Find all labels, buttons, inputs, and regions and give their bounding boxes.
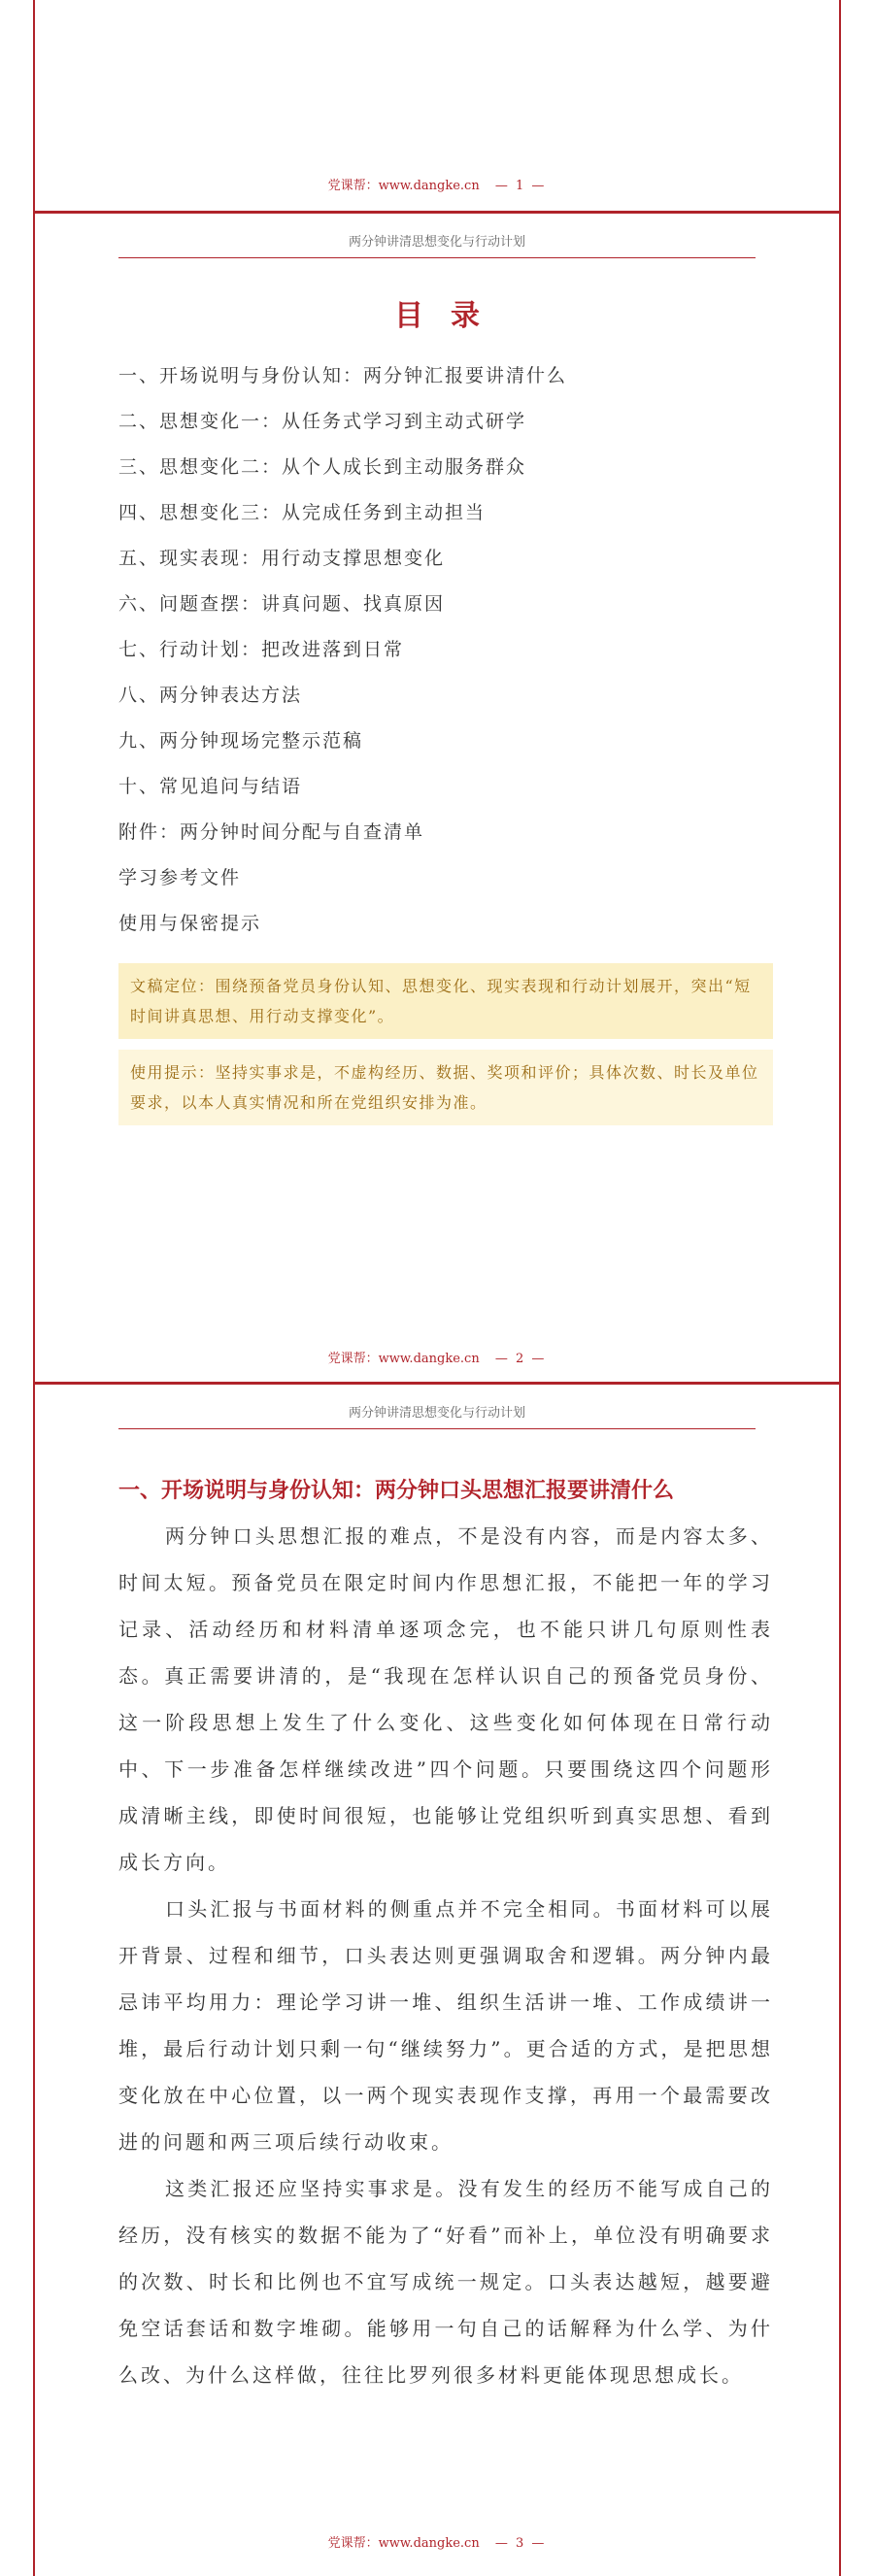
running-head-rule — [118, 1428, 756, 1429]
footer-page-number: — 2 — — [494, 1352, 547, 1366]
footer-site: 党课帮：www.dangke.cn — [327, 1352, 480, 1366]
toc-item[interactable]: 附件：两分钟时间分配与自查清单 — [118, 821, 425, 843]
running-head: 两分钟讲清思想变化与行动计划 — [348, 235, 525, 250]
toc-item[interactable]: 二、思想变化一：从任务式学习到主动式研学 — [118, 411, 527, 432]
footer-site: 党课帮：www.dangke.cn — [327, 2536, 480, 2551]
toc-list — [118, 353, 759, 947]
toc-item[interactable]: 六、问题查摆：讲真问题、找真原因 — [118, 593, 446, 615]
toc-item[interactable]: 学习参考文件 — [118, 867, 242, 888]
paragraph: 这类汇报还应坚持实事求是。没有发生的经历不能写成自己的经历，没有核实的数据不能为了“好看”而补上，单位没有明确要求的次数、时长和比例也不宜写成统一规定。口头表达越短，越要避免空话套话和数字堆砌。能够用一句自己的话解释为什么学、为什么改、为什么这样做，往往比罗列很多材料更能体现思想成长。 — [118, 2177, 773, 2387]
toc-item[interactable]: 三、思想变化二：从个人成长到主动服务群众 — [118, 456, 527, 478]
toc-item[interactable]: 五、现实表现：用行动支撑思想变化 — [118, 548, 446, 569]
toc-title: 目录 — [394, 299, 507, 333]
footer-page-number: — 1 — — [494, 179, 547, 193]
page-2 — [33, 214, 841, 1390]
page-footer — [35, 1348, 839, 1366]
toc-item[interactable]: 一、开场说明与身份认知：两分钟汇报要讲清什么 — [118, 365, 568, 386]
page-3 — [33, 1385, 841, 2576]
section-title: 一、开场说明与身份认知：两分钟口头思想汇报要讲清什么 — [118, 1479, 675, 1503]
footer-site: 党课帮：www.dangke.cn — [327, 179, 480, 193]
running-head-rule — [118, 257, 756, 258]
toc-item[interactable]: 四、思想变化三：从完成任务到主动担当 — [118, 502, 487, 523]
toc-item[interactable]: 使用与保密提示 — [118, 913, 262, 934]
paragraph: 两分钟口头思想汇报的难点，不是没有内容，而是内容太多、时间太短。预备党员在限定时间内作思想汇报，不能把一年的学习记录、活动经历和材料清单逐项念完，也不能只讲几句原则性表态。真正需要讲清的，是“我现在怎样认识自己的预备党员身份、这一阶段思想上发生了什么变化、这些变化如何体现在日常行动中、下一步准备怎样继续改进”四个问题。只要围绕这四个问题形成清晰主线，即使时间很短，也能够让党组织听到真实思想、看到成长方向。 — [118, 1524, 773, 1874]
positioning-note: 文稿定位：围绕预备党员身份认知、思想变化、现实表现和行动计划展开，突出“短时间讲真思想、用行动支撑变化”。 — [118, 963, 773, 1039]
running-head: 两分钟讲清思想变化与行动计划 — [348, 1406, 525, 1421]
paragraph: 口头汇报与书面材料的侧重点并不完全相同。书面材料可以展开背景、过程和细节，口头表达则更强调取舍和逻辑。两分钟内最忌讳平均用力：理论学习讲一堆、组织生活讲一堆、工作成绩讲一堆，最后行动计划只剩一句“继续努力”。更合适的方式，是把思想变化放在中心位置，以一两个现实表现作支撑，再用一个最需要改进的问题和两三项后续行动收束。 — [118, 1897, 773, 2154]
page-footer — [35, 2532, 839, 2551]
toc-item[interactable]: 九、两分钟现场完整示范稿 — [118, 730, 364, 752]
toc-item[interactable]: 十、常见追问与结语 — [118, 776, 303, 797]
usage-note: 使用提示：坚持实事求是，不虚构经历、数据、奖项和评价；具体次数、时长及单位要求，以本人真实情况和所在党组织安排为准。 — [118, 1050, 773, 1125]
footer-page-number: — 3 — — [494, 2536, 547, 2551]
toc-item[interactable]: 七、行动计划：把改进落到日常 — [118, 639, 405, 660]
section-body — [118, 1513, 773, 2398]
page-1 — [33, 0, 841, 212]
toc-item[interactable]: 八、两分钟表达方法 — [118, 685, 303, 706]
page-footer — [35, 175, 839, 193]
